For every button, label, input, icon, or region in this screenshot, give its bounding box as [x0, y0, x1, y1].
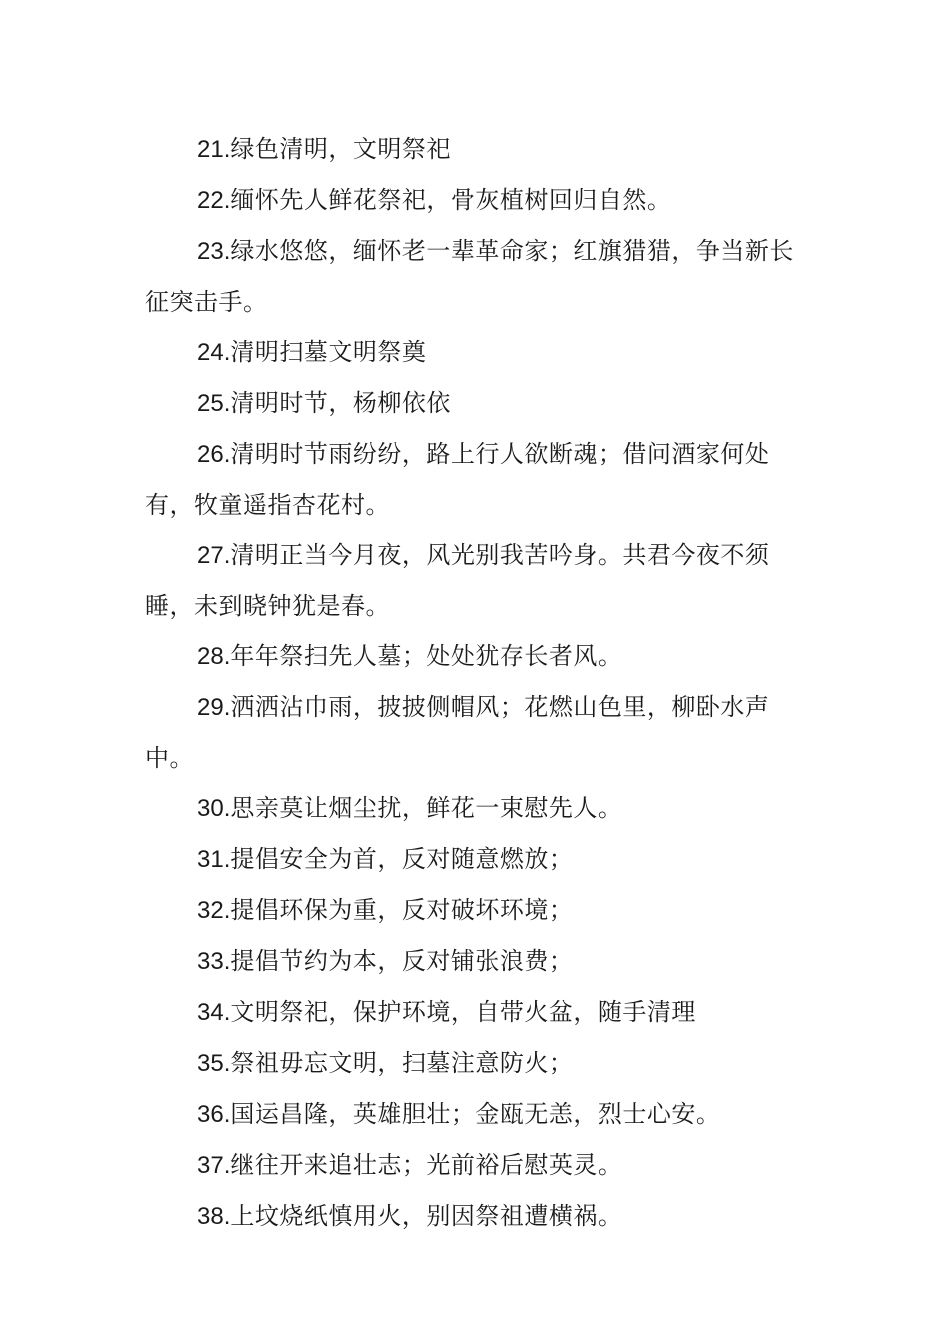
item-number: 25.	[197, 390, 231, 417]
item-number: 36.	[197, 1101, 231, 1128]
item-number: 23.	[197, 238, 231, 265]
item-number: 34.	[197, 999, 231, 1026]
list-item	[145, 1038, 810, 1089]
list-item	[145, 1140, 810, 1191]
item-number: 31.	[197, 846, 231, 873]
list-item	[145, 530, 810, 631]
list-item	[145, 783, 810, 834]
item-number: 28.	[197, 643, 231, 670]
item-number: 22.	[197, 187, 231, 214]
item-number: 33.	[197, 948, 231, 975]
item-text: 绿色清明，文明祭祀	[230, 135, 451, 163]
item-text: 国运昌隆，英雄胆壮；金瓯无恙，烈士心安。	[230, 1100, 721, 1128]
item-number: 29.	[197, 694, 231, 721]
list-item	[145, 327, 810, 378]
item-text: 思亲莫让烟尘扰，鲜花一束慰先人。	[230, 794, 623, 822]
item-text: 文明祭祀，保护环境，自带火盆，随手清理	[230, 998, 696, 1026]
list-item	[145, 378, 810, 429]
item-text: 洒洒沾巾雨，披披侧帽风；花燃山色里，柳卧水声中。	[145, 693, 770, 772]
item-number: 26.	[197, 441, 231, 468]
item-number: 35.	[197, 1050, 231, 1077]
list-item	[145, 429, 810, 530]
list-item	[145, 226, 810, 327]
item-number: 38.	[197, 1203, 231, 1230]
item-text: 提倡环保为重，反对破坏环境；	[230, 896, 574, 924]
item-number: 24.	[197, 339, 231, 366]
item-number: 37.	[197, 1152, 231, 1179]
item-text: 提倡节约为本，反对铺张浪费；	[230, 947, 574, 975]
list-item	[145, 1089, 810, 1140]
item-number: 30.	[197, 795, 231, 822]
list-item	[145, 175, 810, 226]
item-number: 32.	[197, 897, 231, 924]
list-item	[145, 987, 810, 1038]
list-item	[145, 885, 810, 936]
item-text: 清明时节雨纷纷，路上行人欲断魂；借问酒家何处有，牧童遥指杏花村。	[145, 440, 770, 519]
item-text: 绿水悠悠，缅怀老一辈革命家；红旗猎猎，争当新长征突击手。	[145, 237, 794, 316]
list-item	[145, 631, 810, 682]
item-number: 27.	[197, 542, 231, 569]
item-text: 缅怀先人鲜花祭祀，骨灰植树回归自然。	[230, 186, 672, 214]
item-text: 年年祭扫先人墓；处处犹存长者风。	[230, 642, 623, 670]
item-text: 上坟烧纸慎用火，别因祭祖遭横祸。	[230, 1202, 623, 1230]
item-text: 祭祖毋忘文明，扫墓注意防火；	[230, 1049, 574, 1077]
item-text: 清明扫墓文明祭奠	[230, 338, 427, 366]
list-item	[145, 1191, 810, 1242]
list-item	[145, 936, 810, 987]
item-text: 清明正当今月夜，风光别我苦吟身。共君今夜不须睡，未到晓钟犹是春。	[145, 541, 770, 620]
list-item	[145, 834, 810, 885]
item-number: 21.	[197, 136, 231, 163]
item-text: 继往开来追壮志；光前裕后慰英灵。	[230, 1151, 623, 1179]
item-text: 清明时节，杨柳依依	[230, 389, 451, 417]
item-text: 提倡安全为首，反对随意燃放；	[230, 845, 574, 873]
list-item	[145, 682, 810, 783]
document-body	[145, 124, 810, 1242]
list-item	[145, 124, 810, 175]
